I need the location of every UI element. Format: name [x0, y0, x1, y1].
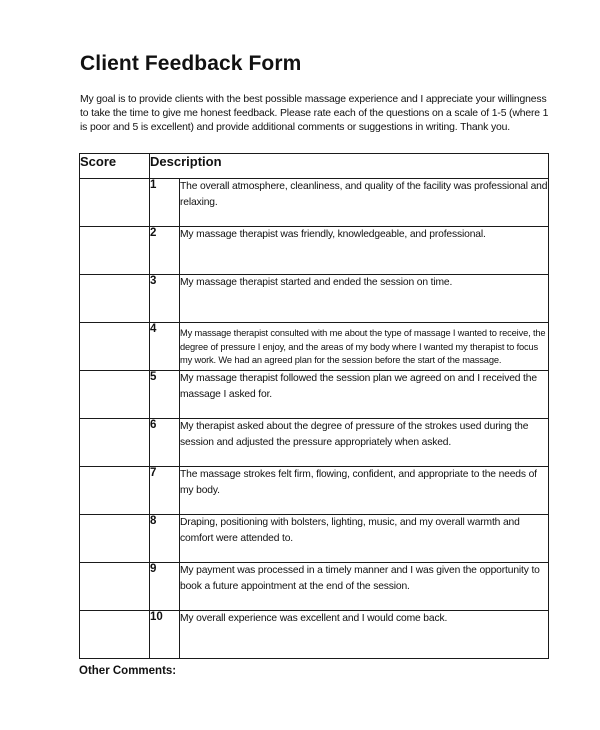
- question-text: My massage therapist consulted with me about the type of massage I wanted to receive, the degree of pressure I enjoy, and the areas of my body where I wanted my therapist to focus my work. We had an agreed plan for the session before the start of the massage.: [180, 323, 549, 371]
- intro-line: My goal is to provide clients with the best possible massage experience and I appreciate your willingness: [80, 94, 547, 105]
- table-row: [80, 371, 549, 419]
- intro-line: to take the time to give me honest feedback. Please rate each of the questions on a scale of 1-5 (where 1: [80, 108, 549, 120]
- question-text: The massage strokes felt firm, flowing, confident, and appropriate to the needs of my body.: [180, 467, 549, 515]
- score-entry-cell[interactable]: [80, 611, 150, 659]
- intro-paragraph: [80, 93, 560, 136]
- question-text: My massage therapist was friendly, knowledgeable, and professional.: [180, 227, 549, 275]
- description-column-header: Description: [150, 154, 549, 179]
- question-number: 6: [150, 419, 180, 467]
- table-row: [80, 275, 549, 323]
- table-row: [80, 611, 549, 659]
- table-row: [80, 515, 549, 563]
- score-entry-cell[interactable]: [80, 515, 150, 563]
- table-row: [80, 179, 549, 227]
- feedback-table: [79, 153, 549, 659]
- question-number: 4: [150, 323, 180, 371]
- question-number: 1: [150, 179, 180, 227]
- score-column-header: Score: [80, 154, 150, 179]
- score-entry-cell[interactable]: [80, 563, 150, 611]
- question-number: 5: [150, 371, 180, 419]
- score-entry-cell[interactable]: [80, 467, 150, 515]
- question-number: 7: [150, 467, 180, 515]
- score-entry-cell[interactable]: [80, 371, 150, 419]
- question-number: 8: [150, 515, 180, 563]
- table-header-row: [80, 154, 549, 179]
- question-text: My massage therapist followed the session plan we agreed on and I received the massage I asked for.: [180, 371, 549, 419]
- table-row: [80, 227, 549, 275]
- score-entry-cell[interactable]: [80, 323, 150, 371]
- table-row: [80, 419, 549, 467]
- question-text: Draping, positioning with bolsters, lighting, music, and my overall warmth and comfort were attended to.: [180, 515, 549, 563]
- score-entry-cell[interactable]: [80, 419, 150, 467]
- question-number: 10: [150, 611, 180, 659]
- question-text: My payment was processed in a timely manner and I was given the opportunity to book a future appointment at the end of the session.: [180, 563, 549, 611]
- table-row: [80, 323, 549, 371]
- score-entry-cell[interactable]: [80, 179, 150, 227]
- question-number: 2: [150, 227, 180, 275]
- question-text: My therapist asked about the degree of pressure of the strokes used during the session and adjusted the pressure appropriately when asked.: [180, 419, 549, 467]
- table-row: [80, 467, 549, 515]
- question-text: My overall experience was excellent and I would come back.: [180, 611, 549, 659]
- score-entry-cell[interactable]: [80, 275, 150, 323]
- question-text: The overall atmosphere, cleanliness, and quality of the facility was professional and relaxing.: [180, 179, 549, 227]
- form-title: Client Feedback Form: [80, 52, 302, 75]
- question-number: 9: [150, 563, 180, 611]
- score-entry-cell[interactable]: [80, 227, 150, 275]
- other-comments-label: Other Comments:: [79, 665, 177, 677]
- intro-line: is poor and 5 is excellent) and provide additional comments or suggestions in writing. Thank you.: [80, 122, 510, 134]
- question-number: 3: [150, 275, 180, 323]
- question-text: My massage therapist started and ended the session on time.: [180, 275, 549, 323]
- table-row: [80, 563, 549, 611]
